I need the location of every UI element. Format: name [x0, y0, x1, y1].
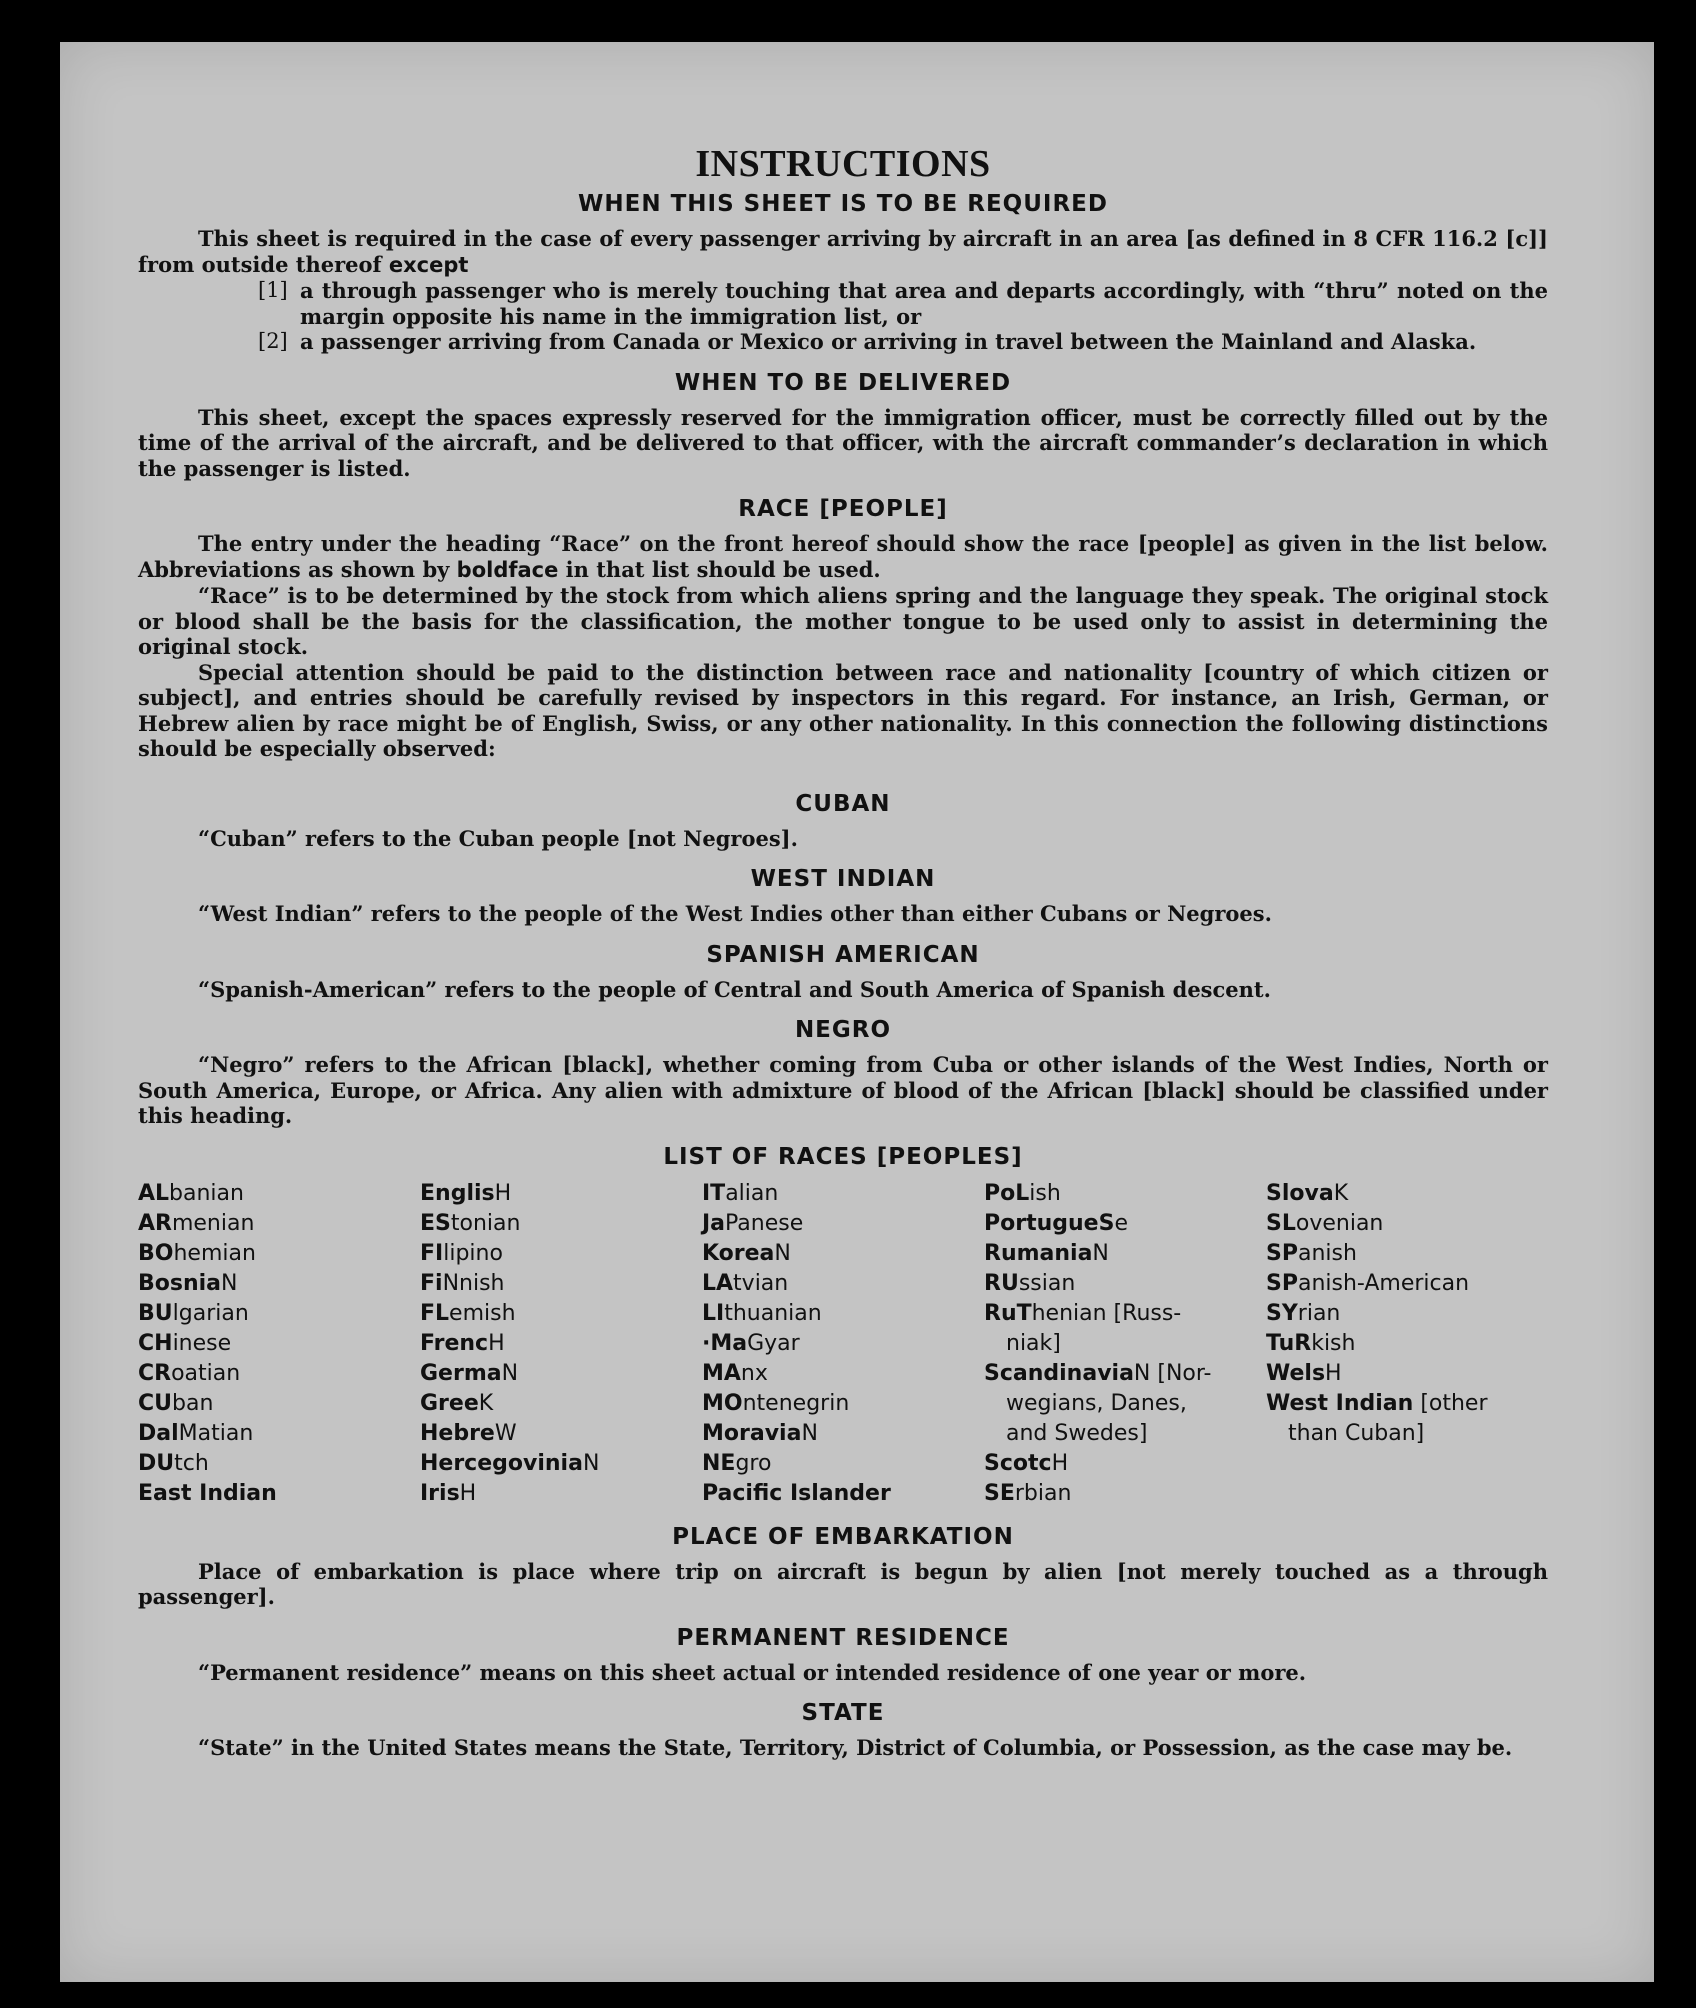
boldface-word: boldface — [456, 557, 559, 582]
race-abbreviation: AR — [138, 1210, 172, 1236]
race-entry — [984, 1359, 1266, 1389]
race-abbreviation: Moravia — [702, 1420, 802, 1446]
required-paragraph: This sheet is required in the case of every passenger arriving by aircraft in an area [as defined in 8 CFR 116.2 [c]] from outside thereof except — [138, 226, 1548, 277]
race-remainder: tonian — [450, 1210, 521, 1236]
race-remainder: rbian — [1014, 1480, 1072, 1506]
spanish-american-paragraph: “Spanish-American” refers to the people of Central and South America of Spanish descent. — [198, 976, 1271, 1002]
race-abbreviation: Rumania — [984, 1240, 1093, 1266]
race-remainder: W — [494, 1420, 517, 1446]
races-column-4 — [984, 1179, 1266, 1509]
race-abbreviation: CU — [138, 1390, 173, 1416]
race-remainder: oatian — [171, 1360, 241, 1386]
negro-paragraph: “Negro” refers to the African [black], whether coming from Cuba or other islands of the West Indies, North or South America, Europe, or Africa. Any alien with admixture of blood of the African [black] should be classified under this heading. — [138, 1052, 1548, 1128]
race-abbreviation: CR — [138, 1360, 172, 1386]
except-word: except — [388, 252, 469, 277]
race-abbreviation: BU — [138, 1300, 173, 1326]
race-entry — [1266, 1179, 1548, 1209]
race-remainder: K — [1333, 1180, 1349, 1206]
race-abbreviation: ·Ma — [702, 1330, 748, 1356]
race-abbreviation: RuT — [984, 1300, 1032, 1326]
race-remainder: inese — [172, 1330, 232, 1356]
race-paragraph-1: The entry under the heading “Race” on the front hereof should show the race [people] as given in the list below. Abbreviations as shown by boldface in that list should be used. — [138, 531, 1548, 582]
race-entry — [420, 1269, 702, 1299]
race-abbreviation: Hebre — [420, 1420, 495, 1446]
race-entry — [420, 1389, 702, 1419]
heading-race: RACE [PEOPLE] — [738, 496, 948, 522]
race-abbreviation: PortugueS — [984, 1210, 1115, 1236]
race-remainder: rian — [1297, 1300, 1341, 1326]
race-abbreviation: LA — [702, 1270, 734, 1296]
instructions-content — [138, 142, 1548, 1761]
race-abbreviation: IT — [702, 1180, 726, 1206]
page-title: INSTRUCTIONS — [695, 143, 991, 185]
heading-cuban: CUBAN — [795, 790, 891, 817]
heading-spanish-american: SPANISH AMERICAN — [706, 941, 980, 968]
race-entry — [420, 1419, 702, 1449]
west-indian-paragraph: “West Indian” refers to the people of the West Indies other than either Cubans or Negroes. — [198, 901, 1272, 926]
race-remainder: thuanian — [724, 1300, 822, 1326]
race-entry — [984, 1179, 1266, 1209]
race-entry — [984, 1299, 1266, 1329]
heading-list-of-races: LIST OF RACES [PEOPLES] — [663, 1143, 1023, 1170]
heading-when-required: WHEN THIS SHEET IS TO BE REQUIRED — [578, 191, 1108, 217]
race-entry — [420, 1179, 702, 1209]
race-remainder: ban — [172, 1390, 214, 1416]
race-entry — [138, 1269, 420, 1299]
race-abbreviation: CH — [138, 1330, 173, 1356]
race-remainder: H — [1051, 1450, 1069, 1476]
races-list — [138, 1179, 1548, 1509]
race-entry — [1266, 1329, 1548, 1359]
race-entry — [984, 1329, 1266, 1359]
delivered-paragraph: This sheet, except the spaces expressly reserved for the immigration officer, must be correctly filled out by the time of the arrival of the aircraft, and be delivered to that officer, with the aircraft commander’s declaration in which the passenger is listed. — [138, 404, 1548, 481]
race-entry — [984, 1209, 1266, 1239]
race-abbreviation: SP — [1266, 1270, 1298, 1296]
race-remainder: wegians, Danes, — [1006, 1390, 1187, 1416]
race-remainder: hemian — [173, 1240, 256, 1266]
race-abbreviation: MA — [702, 1360, 741, 1386]
race-entry — [138, 1239, 420, 1269]
race-abbreviation: Dal — [138, 1420, 179, 1446]
race-remainder: N — [774, 1240, 791, 1266]
race-remainder: anish — [1297, 1240, 1357, 1266]
heading-state: STATE — [801, 1700, 885, 1726]
race-remainder: Panese — [725, 1210, 804, 1236]
race-entry — [984, 1479, 1266, 1509]
race-abbreviation: FL — [420, 1300, 450, 1326]
race-abbreviation: SY — [1266, 1300, 1298, 1326]
race-remainder: tvian — [733, 1270, 789, 1296]
race-entry — [1266, 1419, 1548, 1449]
race-abbreviation: Ja — [702, 1210, 726, 1236]
race-entry — [138, 1209, 420, 1239]
race-entry — [138, 1449, 420, 1479]
race-remainder: N — [801, 1420, 818, 1446]
race-entry — [702, 1449, 984, 1479]
race-remainder: ovenian — [1295, 1210, 1384, 1236]
race-entry — [1266, 1299, 1548, 1329]
race-remainder: K — [478, 1390, 494, 1416]
race-remainder: menian — [171, 1210, 255, 1236]
race-abbreviation: FI — [420, 1240, 444, 1266]
race-remainder: henian [Russ- — [1031, 1300, 1182, 1326]
race-abbreviation: NE — [702, 1450, 736, 1476]
race-abbreviation: Germa — [420, 1360, 502, 1386]
race-abbreviation: PoL — [984, 1180, 1030, 1206]
race-abbreviation: BO — [138, 1240, 174, 1266]
race-remainder: H — [1325, 1360, 1342, 1386]
race-abbreviation: Fi — [420, 1270, 443, 1296]
race-remainder: lgarian — [172, 1300, 249, 1326]
race-paragraph-2: “Race” is to be determined by the stock from which aliens spring and the language they speak. The original stock or blood shall be the basis for the classification, the mother tongue to be used only to assist in determining the original stock. — [138, 583, 1548, 659]
heading-when-delivered: WHEN TO BE DELIVERED — [674, 369, 1012, 396]
race-entry — [138, 1479, 420, 1509]
races-column-2 — [420, 1179, 702, 1509]
heading-negro: NEGRO — [794, 1017, 892, 1043]
race-abbreviation: Scotc — [984, 1450, 1052, 1476]
race-abbreviation: SP — [1266, 1240, 1298, 1266]
race-remainder: anish-American — [1297, 1270, 1470, 1296]
race-entry — [702, 1389, 984, 1419]
heading-west-indian: WEST INDIAN — [750, 866, 936, 892]
race-paragraph-3: Special attention should be paid to the distinction between race and nationality [country of which citizen or subject], and entries should be carefully revised by inspectors in this regard. For instance, an Irish, German, or Hebrew alien by race might be of English, Swiss, or any other nationality. In this connection the following distinctions should be especially observed: — [138, 659, 1548, 761]
race-entry — [1266, 1389, 1548, 1419]
race-abbreviation: East Indian — [138, 1480, 277, 1506]
race-remainder: gro — [735, 1450, 772, 1476]
race-abbreviation: Gree — [420, 1390, 479, 1416]
race-entry — [702, 1419, 984, 1449]
race-abbreviation: Hercegovinia — [420, 1450, 583, 1476]
heading-embarkation: PLACE OF EMBARKATION — [672, 1523, 1014, 1550]
race-entry — [420, 1209, 702, 1239]
race-abbreviation: Pacific Islander — [702, 1480, 891, 1506]
race-entry — [420, 1239, 702, 1269]
race-remainder: lipino — [443, 1240, 503, 1266]
embarkation-paragraph: Place of embarkation is place where trip on aircraft is begun by alien [not merely touched as a through passenger]. — [138, 1558, 1548, 1609]
race-entry — [1266, 1209, 1548, 1239]
exception-item-1: [1] a through passenger who is merely touching that area and departs accordingly, with “thru” noted on the margin opposite his name in the immigration list, or — [258, 278, 1548, 329]
race-entry — [702, 1299, 984, 1329]
race-remainder: Matian — [178, 1420, 254, 1446]
race-abbreviation: ES — [420, 1210, 451, 1236]
races-column-5 — [1266, 1179, 1548, 1509]
race-entry — [1266, 1269, 1548, 1299]
state-paragraph: “State” in the United States means the State, Territory, District of Columbia, or Possession, as the case may be. — [198, 1735, 1513, 1760]
residence-paragraph: “Permanent residence” means on this sheet actual or intended residence of one year or more. — [198, 1659, 1307, 1685]
race-entry — [702, 1329, 984, 1359]
race-remainder: Nnish — [442, 1270, 505, 1296]
race-entry — [138, 1299, 420, 1329]
race-abbreviation: SL — [1266, 1210, 1296, 1236]
race-remainder: than Cuban] — [1288, 1420, 1425, 1446]
race-abbreviation: TuR — [1266, 1330, 1312, 1356]
race-remainder: kish — [1311, 1330, 1356, 1356]
race-abbreviation: Slova — [1266, 1180, 1334, 1206]
race-abbreviation: Scandinavia — [984, 1360, 1134, 1386]
race-entry — [138, 1359, 420, 1389]
race-remainder: and Swedes] — [1006, 1420, 1148, 1446]
race-entry — [420, 1299, 702, 1329]
race-remainder: N — [501, 1360, 519, 1386]
race-entry — [702, 1179, 984, 1209]
race-entry — [984, 1269, 1266, 1299]
race-abbreviation: RU — [984, 1270, 1019, 1296]
race-entry — [984, 1449, 1266, 1479]
race-abbreviation: Englis — [420, 1180, 495, 1206]
race-abbreviation: LI — [702, 1300, 725, 1326]
race-remainder: ntenegrin — [742, 1390, 850, 1416]
race-remainder: ish — [1029, 1180, 1061, 1206]
race-remainder: N — [582, 1450, 600, 1476]
cuban-paragraph: “Cuban” refers to the Cuban people [not Negroes]. — [198, 825, 798, 851]
race-entry — [420, 1329, 702, 1359]
race-entry — [138, 1419, 420, 1449]
race-remainder: N — [221, 1270, 238, 1296]
race-abbreviation: Bosnia — [138, 1270, 222, 1296]
race-remainder: e — [1114, 1210, 1128, 1236]
race-remainder: H — [459, 1480, 477, 1506]
race-remainder: tch — [174, 1450, 209, 1476]
race-abbreviation: Wels — [1266, 1360, 1326, 1386]
race-entry — [984, 1239, 1266, 1269]
race-entry — [702, 1479, 984, 1509]
race-remainder: alian — [725, 1180, 779, 1206]
races-column-3 — [702, 1179, 984, 1509]
race-remainder: Gyar — [747, 1330, 800, 1356]
race-entry — [138, 1329, 420, 1359]
race-remainder: [other — [1413, 1390, 1488, 1416]
race-remainder: H — [488, 1330, 505, 1356]
race-remainder: ssian — [1018, 1270, 1076, 1296]
race-abbreviation: SE — [984, 1480, 1015, 1506]
race-remainder: banian — [169, 1180, 244, 1206]
race-entry — [1266, 1359, 1548, 1389]
race-remainder: N — [1092, 1240, 1109, 1266]
race-entry — [420, 1479, 702, 1509]
race-entry — [138, 1389, 420, 1419]
race-entry — [702, 1269, 984, 1299]
race-remainder: emish — [449, 1300, 516, 1326]
race-remainder: niak] — [1006, 1330, 1061, 1356]
race-abbreviation: AL — [138, 1180, 170, 1206]
race-entry — [702, 1359, 984, 1389]
race-remainder: H — [494, 1180, 512, 1206]
race-entry — [420, 1359, 702, 1389]
heading-permanent-residence: PERMANENT RESIDENCE — [676, 1624, 1010, 1651]
race-abbreviation: Frenc — [420, 1330, 489, 1356]
race-entry — [984, 1389, 1266, 1419]
race-abbreviation: DU — [138, 1450, 175, 1476]
race-remainder: nx — [740, 1360, 768, 1386]
document-sheet — [60, 42, 1654, 1982]
race-entry — [702, 1209, 984, 1239]
races-column-1 — [138, 1179, 420, 1509]
race-entry — [984, 1419, 1266, 1449]
race-entry — [420, 1449, 702, 1479]
race-abbreviation: Iris — [420, 1480, 460, 1506]
race-remainder: N [Nor- — [1133, 1360, 1212, 1386]
race-entry — [1266, 1239, 1548, 1269]
race-abbreviation: MO — [702, 1390, 743, 1416]
race-entry — [702, 1239, 984, 1269]
race-abbreviation: West Indian — [1266, 1390, 1414, 1416]
exception-item-2: [2] a passenger arriving from Canada or Mexico or arriving in travel between the Mainland and Alaska. — [258, 329, 1477, 354]
race-abbreviation: Korea — [702, 1240, 775, 1266]
race-entry — [138, 1179, 420, 1209]
